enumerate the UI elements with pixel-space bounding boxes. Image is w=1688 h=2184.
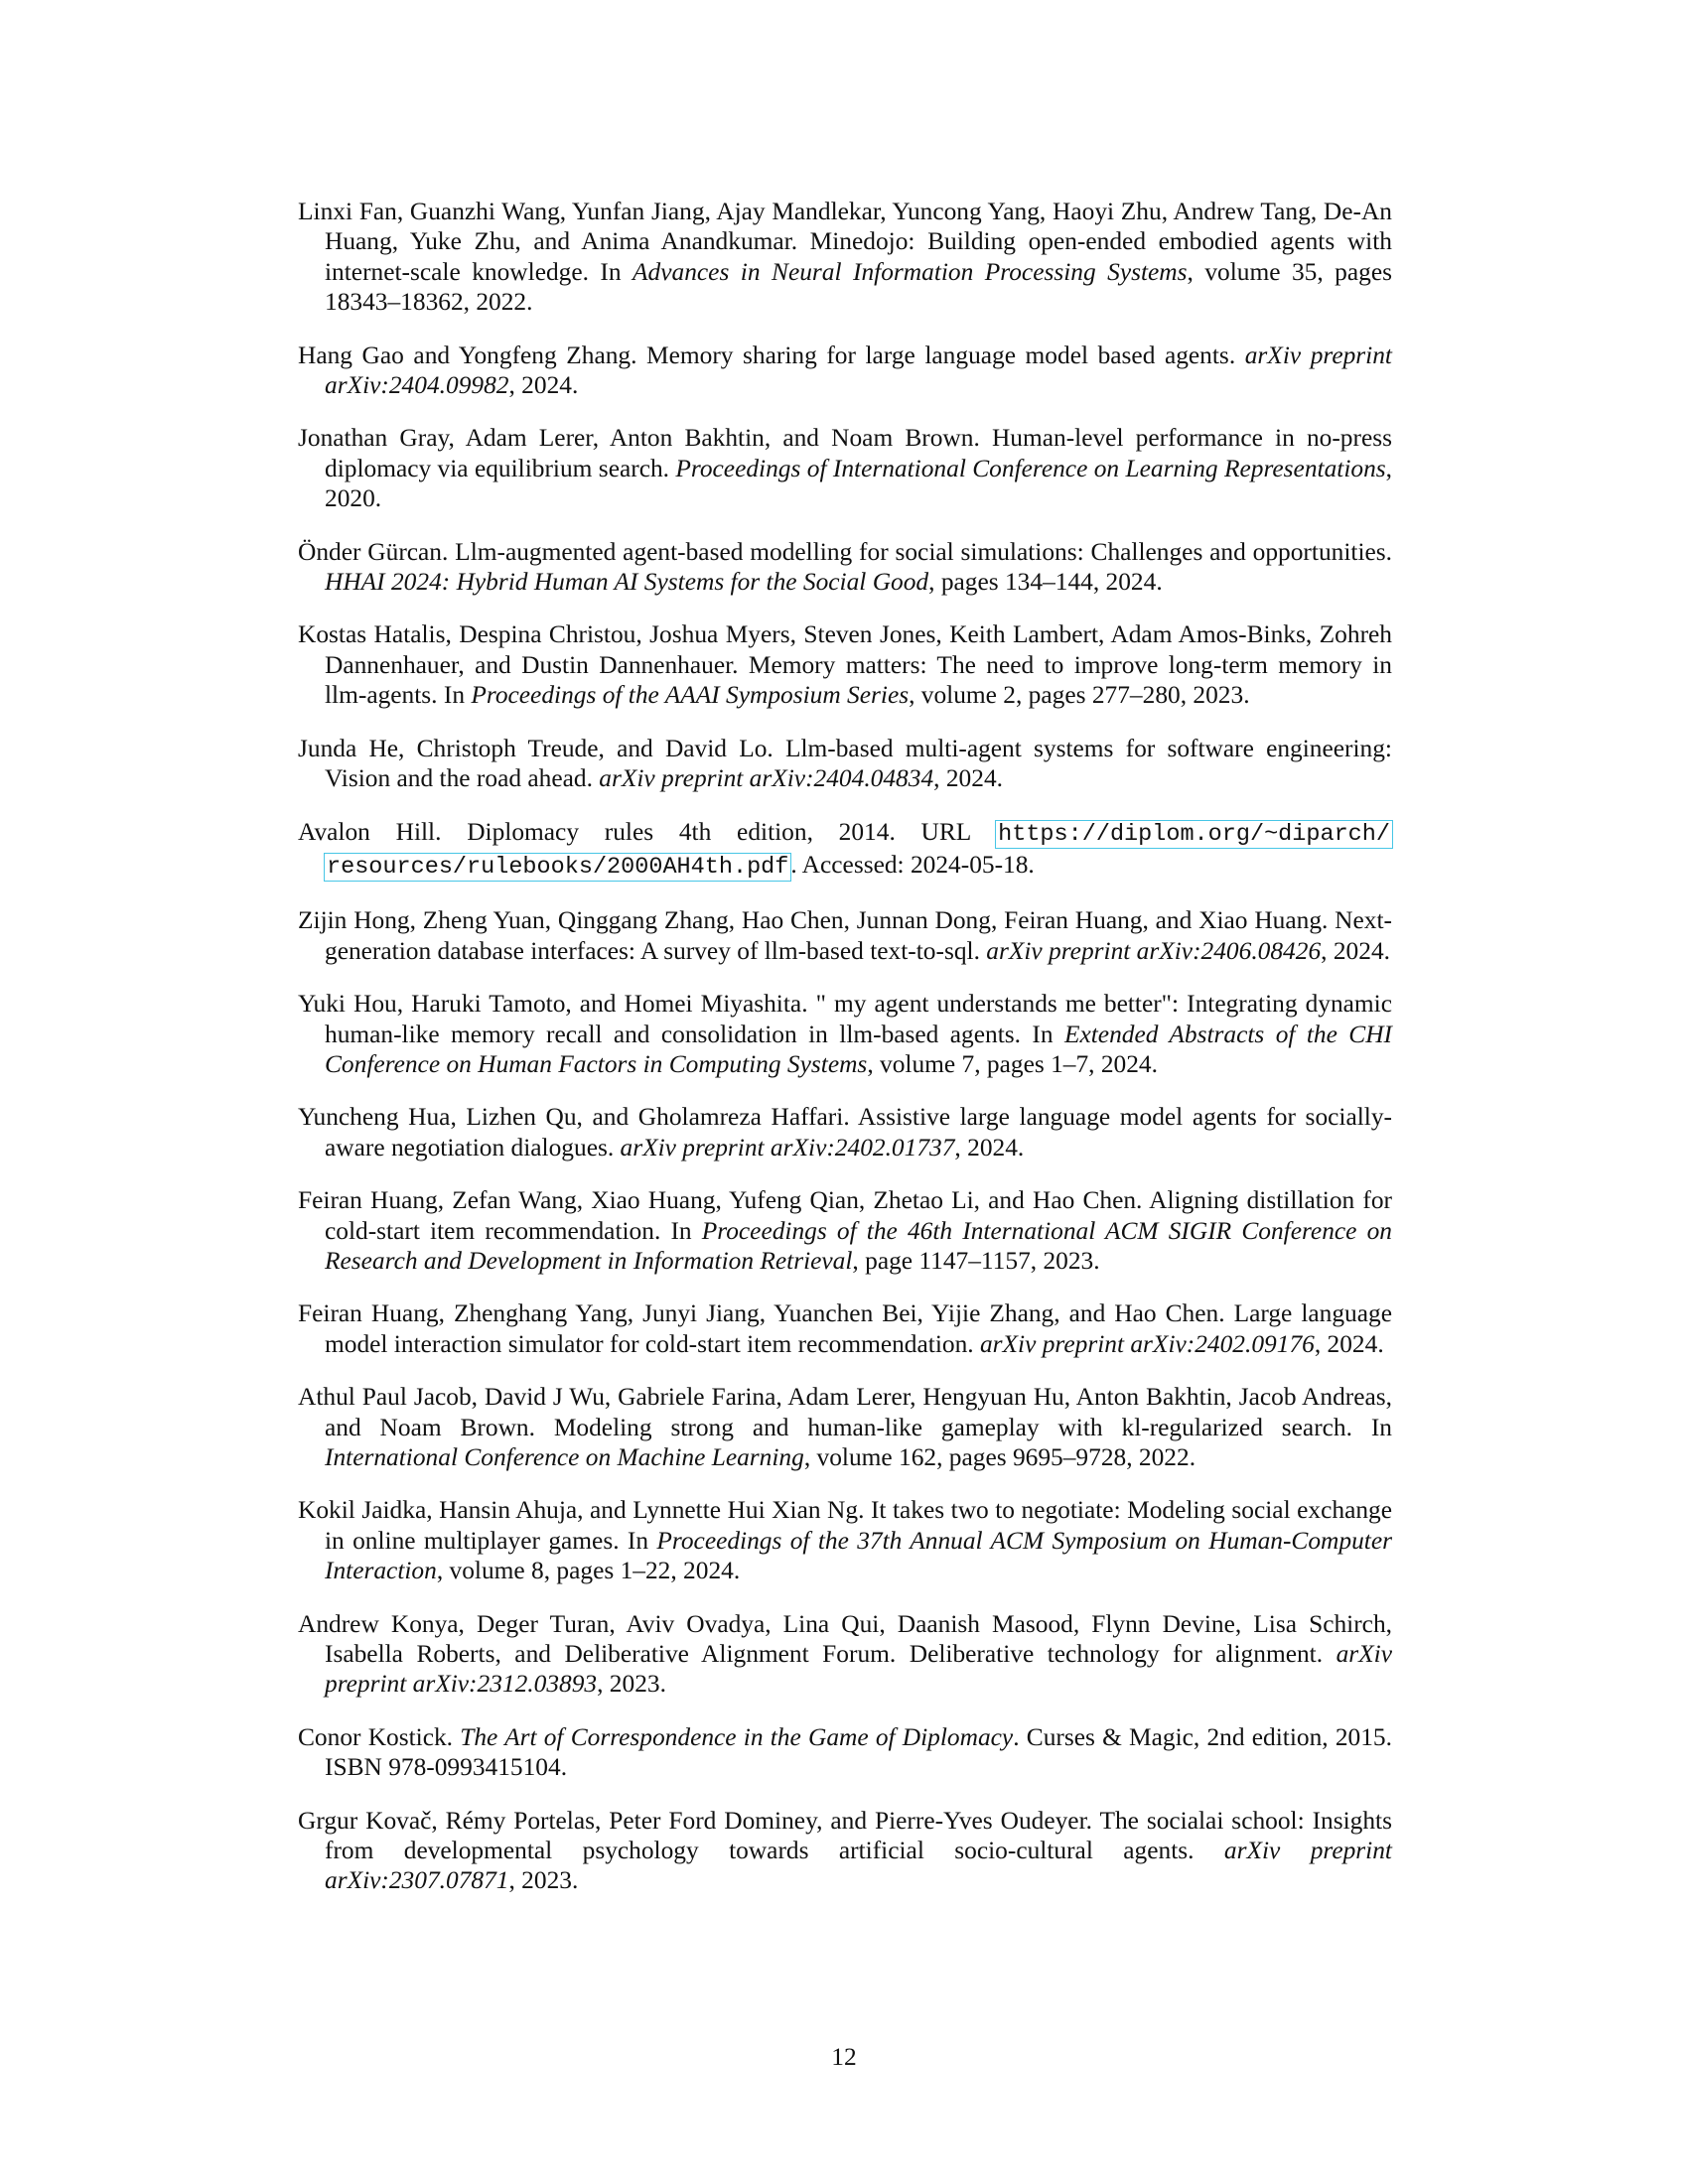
reference-text: , 2024.	[508, 371, 579, 400]
reference-entry	[298, 734, 1392, 794]
reference-entry	[298, 1185, 1392, 1276]
reference-venue: arXiv preprint arXiv:2312.03893	[325, 1640, 1392, 1699]
reference-venue: Advances in Neural Information Processing Systems	[633, 257, 1188, 286]
reference-entry	[298, 197, 1392, 318]
reference-text: Andrew Konya, Deger Turan, Aviv Ovadya, Lina Qui, Daanish Masood, Flynn Devine, Lisa Schirch, Isabella Roberts, and Deliberative Alignment Forum. Deliberative technology for alignment.	[298, 1609, 1392, 1669]
reference-text: Conor Kostick.	[298, 1722, 461, 1751]
reference-text: , volume 162, pages 9695–9728, 2022.	[803, 1443, 1196, 1471]
reference-text: Feiran Huang, Zhenghang Yang, Junyi Jiang, Yuanchen Bei, Yijie Zhang, and Hao Chen. Large language model interaction simulator for cold-start item recommendation.	[298, 1299, 1392, 1358]
reference-text: , page 1147–1157, 2023.	[852, 1246, 1100, 1275]
reference-text: Junda He, Christoph Treude, and David Lo. Llm-based multi-agent systems for software engineering: Vision and the road ahead.	[298, 734, 1392, 793]
reference-venue: arXiv preprint arXiv:2404.04834	[599, 764, 934, 793]
reference-text: Önder Gürcan. Llm-augmented agent-based modelling for social simulations: Challenges and opportunities.	[298, 537, 1392, 566]
reference-text: Jonathan Gray, Adam Lerer, Anton Bakhtin, and Noam Brown. Human-level performance in no-press diplomacy via equilibrium search.	[298, 424, 1392, 482]
reference-venue: arXiv preprint arXiv:2307.07871	[325, 1837, 1392, 1895]
reference-venue: HHAI 2024: Hybrid Human AI Systems for the Social Good	[325, 568, 929, 597]
reference-text: , 2024.	[1321, 936, 1390, 965]
reference-text: Hang Gao and Yongfeng Zhang. Memory sharing for large language model based agents.	[298, 341, 1245, 369]
reference-entry	[298, 537, 1392, 598]
page-number: 12	[831, 2043, 857, 2071]
reference-entry	[298, 1722, 1392, 1783]
reference-venue: Proceedings of International Conference on Learning Representations	[675, 454, 1386, 482]
reference-text: , 2024.	[1314, 1329, 1384, 1358]
reference-text: , volume 7, pages 1–7, 2024.	[867, 1049, 1158, 1078]
reference-venue: Extended Abstracts of the CHI Conference on Human Factors in Computing Systems	[325, 1020, 1392, 1078]
reference-text: , volume 8, pages 1–22, 2024.	[436, 1557, 741, 1585]
reference-entry	[298, 989, 1392, 1079]
reference-text: . Curses & Magic, 2nd edition, 2015. ISBN 978-0993415104.	[325, 1722, 1392, 1782]
reference-text: Grgur Kovač, Rémy Portelas, Peter Ford Dominey, and Pierre-Yves Oudeyer. The socialai school: Insights from developmental psychology towards artificial socio-cultural agents.	[298, 1806, 1392, 1865]
reference-text: , 2023.	[597, 1670, 666, 1699]
reference-text: Feiran Huang, Zefan Wang, Xiao Huang, Yufeng Qian, Zhetao Li, and Hao Chen. Aligning distillation for cold-start item recommendation. In	[298, 1186, 1392, 1245]
reference-text: Avalon Hill. Diplomacy rules 4th edition, 2014. URL	[298, 817, 997, 846]
reference-venue: arXiv preprint arXiv:2402.01737	[620, 1133, 955, 1161]
reference-entry	[298, 817, 1392, 884]
reference-list	[298, 197, 1392, 1919]
reference-entry	[298, 1382, 1392, 1472]
reference-text: . Accessed: 2024-05-18.	[790, 850, 1035, 879]
reference-text: Zijin Hong, Zheng Yuan, Qinggang Zhang, Hao Chen, Junnan Dong, Feiran Huang, and Xiao Huang. Next-generation database interfaces: A survey of llm-based text-to-sql.	[298, 906, 1392, 965]
reference-venue: The Art of Correspondence in the Game of Diplomacy	[460, 1722, 1014, 1751]
reference-text: Yuki Hou, Haruki Tamoto, and Homei Miyashita. " my agent understands me better": Integrating dynamic human-like memory recall and consolidation in llm-based agents. In	[298, 990, 1392, 1048]
reference-entry	[298, 341, 1392, 401]
reference-entry	[298, 423, 1392, 513]
reference-entry	[298, 1495, 1392, 1585]
reference-text: Kokil Jaidka, Hansin Ahuja, and Lynnette Hui Xian Ng. It takes two to negotiate: Modeling social exchange in online multiplayer games. In	[298, 1496, 1392, 1555]
reference-url-link[interactable]: https://diplom.org/~diparch/	[998, 820, 1390, 848]
reference-url-link[interactable]: resources/rulebooks/2000AH4th.pdf	[327, 853, 789, 881]
reference-text: , pages 134–144, 2024.	[928, 568, 1163, 597]
reference-text: , volume 35, pages 18343–18362, 2022.	[325, 257, 1392, 317]
reference-text: , 2024.	[933, 764, 1003, 793]
reference-text: , volume 2, pages 277–280, 2023.	[909, 681, 1250, 710]
reference-text: Yuncheng Hua, Lizhen Qu, and Gholamreza Haffari. Assistive large language model agents for socially-aware negotiation dialogues.	[298, 1103, 1392, 1161]
reference-entry	[298, 1102, 1392, 1162]
reference-venue: arXiv preprint arXiv:2402.09176	[979, 1329, 1315, 1358]
reference-text: , 2023.	[508, 1866, 579, 1895]
reference-entry	[298, 619, 1392, 710]
reference-text: Kostas Hatalis, Despina Christou, Joshua Myers, Steven Jones, Keith Lambert, Adam Amos-Binks, Zohreh Dannenhauer, and Dustin Dannenhauer. Memory matters: The need to improve long-term memory in llm-agents. In	[298, 620, 1392, 710]
reference-text: , 2024.	[954, 1133, 1025, 1161]
reference-venue: arXiv preprint arXiv:2404.09982	[325, 341, 1392, 400]
reference-text: Linxi Fan, Guanzhi Wang, Yunfan Jiang, Ajay Mandlekar, Yuncong Yang, Haoyi Zhu, Andrew Tang, De-An Huang, Yuke Zhu, and Anima Anandkumar. Minedojo: Building open-ended embodied agents with internet-scale knowledge. In	[298, 198, 1392, 286]
reference-text: , 2020.	[325, 454, 1392, 513]
reference-entry	[298, 1806, 1392, 1896]
reference-venue: Proceedings of the 46th International ACM SIGIR Conference on Research and Development in Information Retrieval	[325, 1216, 1392, 1275]
reference-entry	[298, 1609, 1392, 1700]
reference-venue: International Conference on Machine Learning	[325, 1443, 804, 1471]
reference-entry	[298, 905, 1392, 966]
reference-text: Athul Paul Jacob, David J Wu, Gabriele Farina, Adam Lerer, Hengyuan Hu, Anton Bakhtin, Jacob Andreas, and Noam Brown. Modeling strong and human-like gameplay with kl-regularized search. In	[298, 1383, 1392, 1441]
reference-venue: Proceedings of the AAAI Symposium Series	[471, 681, 910, 710]
reference-venue: arXiv preprint arXiv:2406.08426	[986, 936, 1322, 965]
reference-venue: Proceedings of the 37th Annual ACM Symposium on Human-Computer Interaction	[325, 1526, 1392, 1585]
reference-entry	[298, 1298, 1392, 1359]
